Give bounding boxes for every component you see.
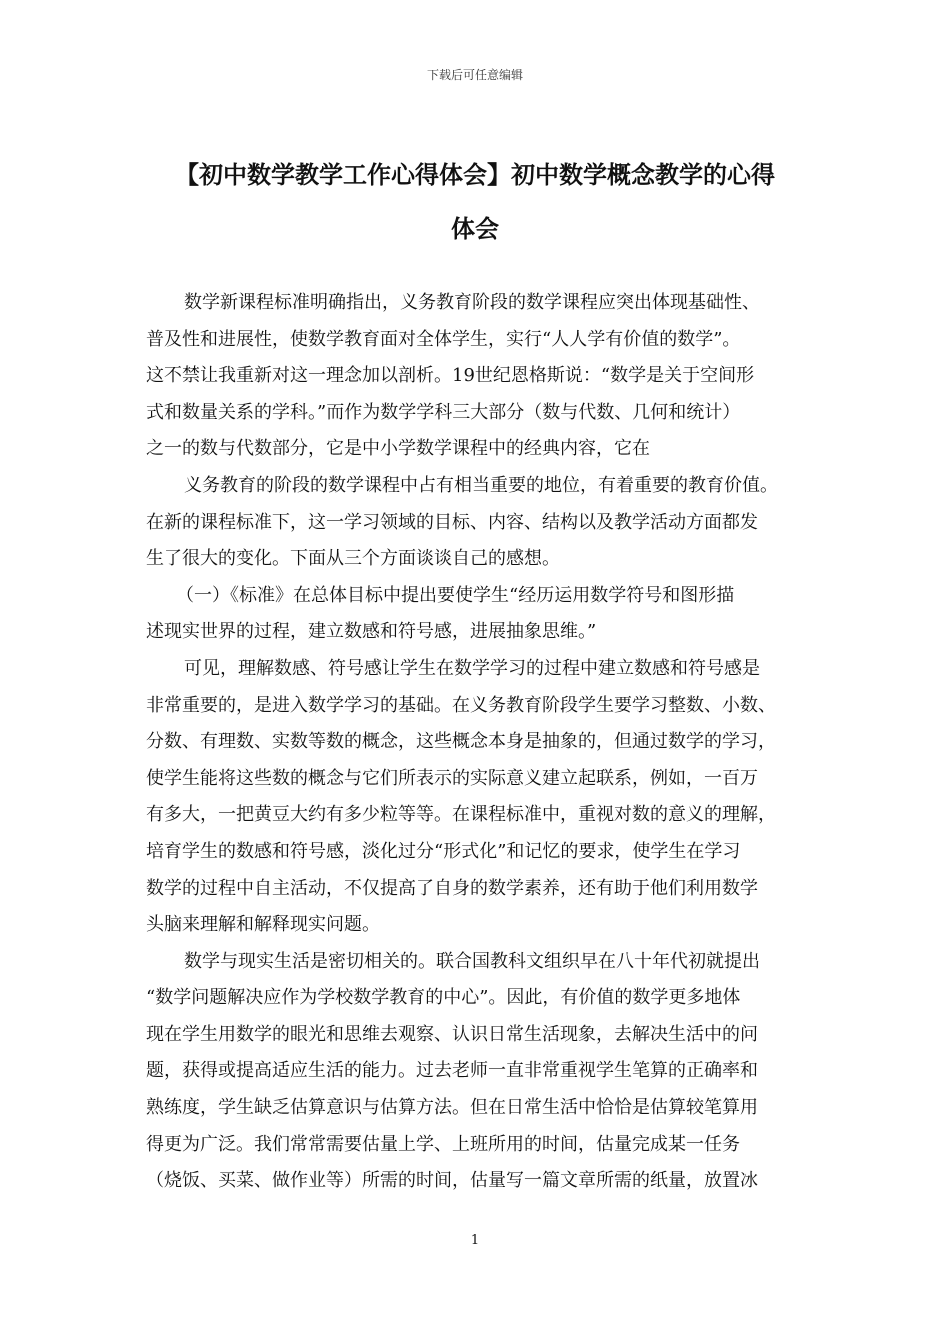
paragraph-line: “数学问题解决应作为学校数学教育的中心”。因此，有价值的数学更多地体: [146, 987, 741, 1009]
paragraph-line: 这不禁让我重新对这一理念加以剖析。19世纪恩格斯说：“数学是关于空间形: [146, 365, 755, 387]
paragraph-line: 非常重要的，是进入数学学习的基础。在义务教育阶段学生要学习整数、小数、: [146, 694, 776, 716]
paragraph-line: 在新的课程标准下，这一学习领域的目标、内容、结构以及教学活动方面都发: [146, 511, 758, 533]
document-body: [146, 285, 826, 1200]
paragraph-line: （烧饭、买菜、做作业等）所需的时间，估量写一篇文章所需的纸量，放置冰: [146, 1170, 758, 1192]
paragraph: [146, 468, 826, 578]
paragraph-line: 分数、有理数、实数等数的概念，这些概念本身是抽象的，但通过数学的学习，: [146, 731, 776, 753]
paragraph-line: 数学新课程标准明确指出，义务教育阶段的数学课程应突出体现基础性、: [184, 292, 760, 313]
paragraph-line: 数学与现实生活是密切相关的。联合国教科文组织早在八十年代初就提出: [184, 950, 760, 972]
paragraph-line: 可见，理解数感、符号感让学生在数学学习的过程中建立数感和符号感是: [184, 657, 760, 679]
paragraph-line: 式和数量关系的学科。”而作为数学学科三大部分（数与代数、几何和统计）: [146, 401, 741, 423]
paragraph-line: 头脑来理解和解释现实问题。: [146, 914, 380, 936]
paragraph: [146, 944, 826, 1200]
paragraph-line: 题，获得或提高适应生活的能力。过去老师一直非常重视学生笔算的正确率和: [146, 1060, 758, 1082]
paragraph-line: 普及性和进展性，使数学教育面对全体学生，实行“人人学有价值的数学”。: [146, 328, 741, 350]
paragraph-line: 述现实世界的过程，建立数感和符号感，进展抽象思维。”: [146, 621, 597, 643]
paragraph-line: 数学的过程中自主活动，不仅提高了自身的数学素养，还有助于他们利用数学: [146, 877, 758, 899]
paragraph: [146, 285, 826, 468]
paragraph-line: （一）《标准》在总体目标中提出要使学生“经历运用数学符号和图形描: [176, 584, 735, 606]
paragraph-line: 使学生能将这些数的概念与它们所表示的实际意义建立起联系，例如，一百万: [146, 767, 758, 789]
paragraph-line: 培育学生的数感和符号感，淡化过分“形式化”和记忆的要求，使学生在学习: [146, 840, 741, 862]
title-line-1: 【初中数学教学工作心得体会】初中数学概念教学的心得: [175, 161, 775, 189]
paragraph: [146, 578, 826, 651]
paragraph: [146, 651, 826, 944]
paragraph-line: 有多大，一把黄豆大约有多少粒等等。在课程标准中，重视对数的意义的理解，: [146, 804, 776, 826]
page-number: 1: [470, 1233, 480, 1248]
title-line-2: 体会: [451, 215, 499, 243]
paragraph-line: 之一的数与代数部分，它是中小学数学课程中的经典内容，它在: [146, 438, 650, 460]
paragraph-line: 生了很大的变化。下面从三个方面谈谈自己的感想。: [146, 548, 560, 570]
paragraph-line: 得更为广泛。我们常常需要估量上学、上班所用的时间，估量完成某一任务: [146, 1133, 740, 1155]
header-note: 下载后可任意编辑: [426, 68, 523, 82]
document-title: [120, 148, 830, 256]
paragraph-line: 现在学生用数学的眼光和思维去观察、认识日常生活现象，去解决生活中的问: [146, 1023, 758, 1045]
paragraph-line: 熟练度，学生缺乏估算意识与估算方法。但在日常生活中恰恰是估算较笔算用: [146, 1097, 758, 1119]
paragraph-line: 义务教育的阶段的数学课程中占有相当重要的地位，有着重要的教育价值。: [184, 474, 778, 496]
